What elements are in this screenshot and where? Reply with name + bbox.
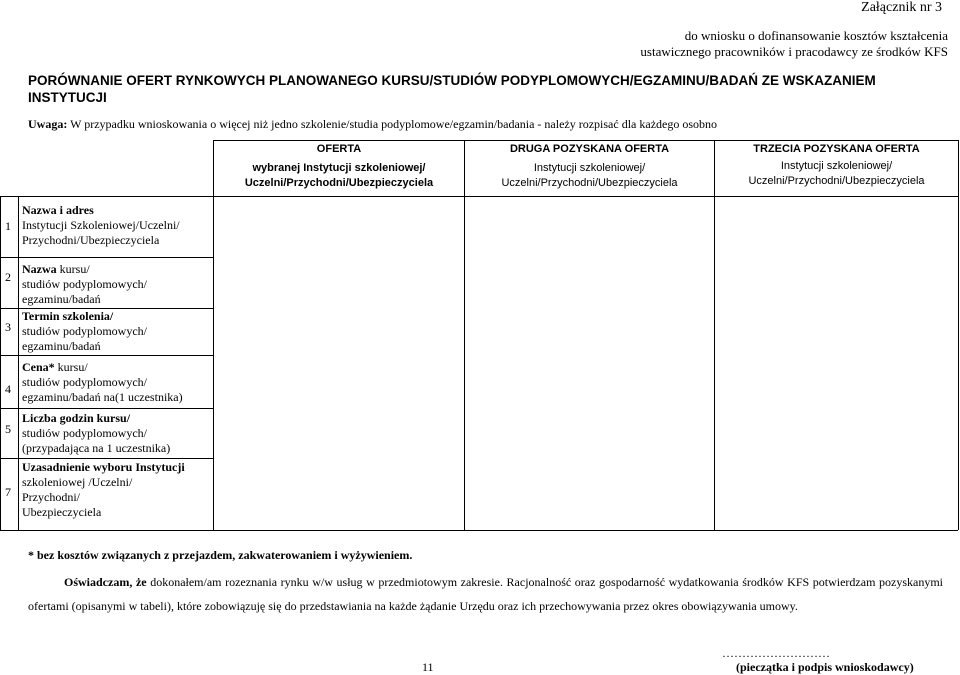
declaration (28, 570, 943, 618)
signature-dots: ……………………… (722, 646, 830, 660)
column-subtitle: Uczelni/Przychodni/Ubezpieczyciela (244, 177, 434, 189)
row-label-line: studiów podyplomowych/ (22, 426, 147, 440)
row-label-line: Ubezpieczyciela (22, 505, 102, 519)
declaration-bold-1: Oświadczam, (64, 575, 133, 589)
row-label (22, 203, 212, 248)
column-title: OFERTA (316, 143, 362, 155)
column-subtitle: Instytucji szkoleniowej/ (780, 160, 893, 172)
intro-line-1: do wniosku o dofinansowanie kosztów kształcenia (684, 28, 948, 43)
row-number: 4 (5, 382, 11, 396)
declaration-bold-2: że (135, 575, 147, 589)
title-line-2: INSTYTUCJI (28, 90, 107, 105)
row-number: 2 (5, 270, 11, 284)
table-line (464, 140, 465, 530)
column-subtitle: wybranej Instytucji szkoleniowej/ (252, 162, 426, 174)
table-line (213, 140, 214, 530)
table-line (958, 140, 959, 530)
table-line (213, 140, 958, 141)
row-label (22, 460, 212, 520)
row-label-bold: Termin szkolenia/ (22, 309, 114, 323)
row-label-bold: Cena* (22, 360, 55, 374)
row-number: 5 (5, 422, 11, 436)
column-subtitle: Instytucji szkoleniowej/ (533, 162, 646, 174)
document-title (28, 72, 948, 106)
note-label: Uwaga: (28, 117, 68, 131)
row-label-line: egzaminu/badań (22, 339, 101, 353)
table-line (18, 196, 19, 530)
row-label-line: studiów podyplomowych/ (22, 324, 147, 338)
row-number: 3 (5, 320, 11, 334)
table-line (0, 408, 213, 409)
row-label (22, 411, 212, 456)
column-header-selected-offer (214, 142, 464, 191)
row-label-bold: Nazwa (22, 262, 57, 276)
annex-label: Załącznik nr 3 (861, 0, 942, 15)
row-label-line: studiów podyplomowych/ (22, 277, 147, 291)
row-label-bold: Liczba godzin kursu/ (22, 411, 131, 425)
footnote: * bez kosztów związanych z przejazdem, zakwaterowaniem i wyżywieniem. (28, 548, 413, 562)
table-line (0, 355, 213, 356)
row-label-line: egzaminu/badań (22, 292, 101, 306)
note (28, 117, 717, 132)
table-line (0, 458, 213, 459)
row-label-rest: kursu/ (54, 360, 88, 374)
row-label (22, 360, 212, 405)
table-line (0, 530, 958, 531)
intro-line-2: ustawicznego pracowników i pracodawcy ze środków KFS (640, 44, 948, 59)
page-number: 11 (422, 660, 434, 674)
row-label-line: studiów podyplomowych/ (22, 375, 147, 389)
column-subtitle: Uczelni/Przychodni/Ubezpieczyciela (748, 175, 925, 187)
row-label-line: Przychodni/ (22, 490, 80, 504)
row-label (22, 309, 212, 354)
column-header-second-offer (465, 142, 714, 191)
row-label (22, 262, 212, 307)
row-label-bold: Uzasadnienie wyboru Instytucji (22, 460, 185, 474)
column-header-third-offer (715, 142, 958, 189)
table-line (0, 196, 1, 530)
title-line-1: PORÓWNANIE OFERT RYNKOWYCH PLANOWANEGO KURSU/STUDIÓW PODYPLOMOWYCH/EGZAMINU/BADAŃ ZE WSKAZANIEM (28, 73, 876, 88)
row-label-bold: Nazwa i adres (22, 203, 94, 217)
row-label-rest: kursu/ (56, 262, 90, 276)
column-title: TRZECIA POZYSKANA OFERTA (753, 143, 920, 155)
row-label-line: Przychodni/Ubezpieczyciela (22, 233, 160, 247)
column-subtitle: Uczelni/Przychodni/Ubezpieczyciela (501, 177, 678, 189)
table-line (0, 257, 213, 258)
signature-label: (pieczątka i podpis wnioskodawcy) (736, 660, 914, 674)
row-label-line: Instytucji Szkoleniowej/Uczelni/ (22, 218, 180, 232)
column-title: DRUGA POZYSKANA OFERTA (509, 143, 670, 155)
row-label-line: egzaminu/badań na(1 uczestnika) (22, 390, 183, 404)
table-line (714, 140, 715, 530)
note-text: W przypadku wnioskowania o więcej niż jedno szkolenie/studia podyplomowe/egzamin/badania - należy rozpisać dla każdego osobno (67, 117, 718, 131)
row-label-line: (przypadająca na 1 uczestnika) (22, 441, 171, 455)
intro-text (528, 28, 948, 60)
declaration-text: dokonałem/am rozeznania rynku w/w usług w przedmiotowym zakresie. Racjonalność oraz gospodarność wydatkowania środków KFS potwierdzam pozyskanymi ofertami (opisanymi w tabeli), które zobowiązuję się do przedstawiania na każde żądanie Urzędu oraz ich przechowywania przez okres obowiązywania umowy. (28, 575, 943, 613)
row-number: 7 (5, 485, 11, 499)
table-line (0, 196, 958, 197)
row-label-line: szkoleniowej /Uczelni/ (22, 475, 133, 489)
row-number: 1 (5, 219, 11, 233)
